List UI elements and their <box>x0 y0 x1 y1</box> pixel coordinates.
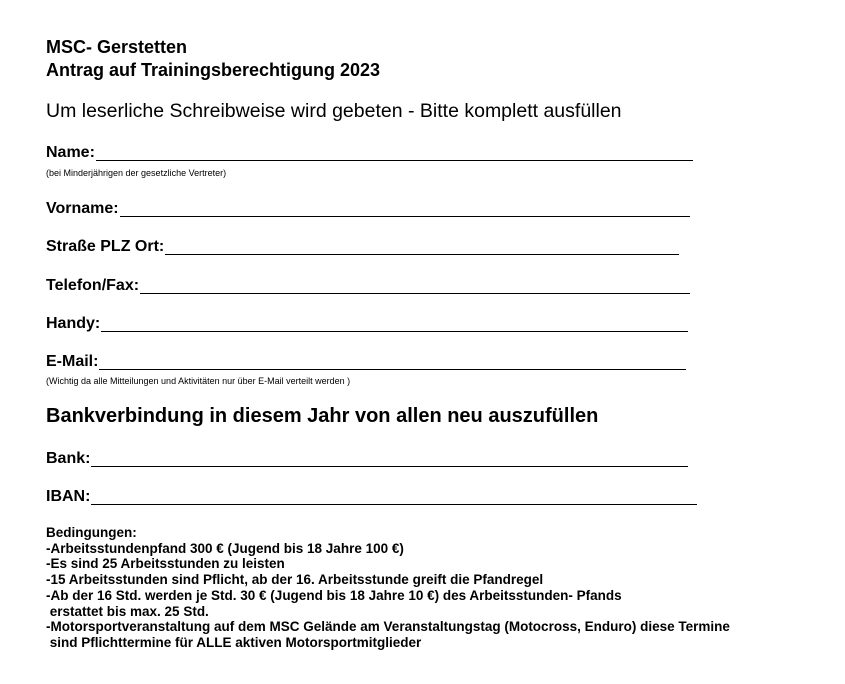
iban-field[interactable] <box>46 484 697 506</box>
conditions-block <box>46 525 730 651</box>
bank-field[interactable] <box>46 446 688 468</box>
strasse-field[interactable] <box>46 234 679 256</box>
condition-item: -Motorsportveranstaltung auf dem MSC Gelände am Veranstaltungstag (Motocross, Enduro) diese Termine <box>46 619 730 635</box>
name-line[interactable] <box>96 160 693 161</box>
vorname-line[interactable] <box>120 216 690 217</box>
instructions-text: Um leserliche Schreibweise wird gebeten - Bitte komplett ausfüllen <box>46 100 622 122</box>
name-label: Name: <box>46 144 95 161</box>
condition-item: -15 Arbeitsstunden sind Pflicht, ab der 16. Arbeitsstunde greift die Pfandregel <box>46 572 544 588</box>
email-line[interactable] <box>99 369 686 370</box>
strasse-label: Straße PLZ Ort: <box>46 238 165 255</box>
vorname-label: Vorname: <box>46 200 119 217</box>
vorname-field[interactable] <box>46 196 690 218</box>
email-note: (Wichtig da alle Mitteilungen und Aktivitäten nur über E-Mail verteilt werden ) <box>46 376 351 386</box>
bank-line[interactable] <box>91 466 688 467</box>
handy-field[interactable] <box>46 311 688 333</box>
condition-item: -Ab der 16 Std. werden je Std. 30 € (Jugend bis 18 Jahre 10 €) des Arbeitsstunden- Pfands <box>46 587 622 603</box>
name-note: (bei Minderjährigen der gesetzliche Vertreter) <box>46 168 227 178</box>
condition-item: -Arbeitsstundenpfand 300 € (Jugend bis 18 Jahre 100 €) <box>46 540 404 556</box>
iban-label: IBAN: <box>46 488 91 505</box>
handy-label: Handy: <box>46 315 101 332</box>
bank-label: Bank: <box>46 450 91 467</box>
club-name: MSC- Gerstetten <box>46 37 188 57</box>
condition-item: sind Pflichttermine für ALLE aktiven Motorsportmitglieder <box>46 634 422 650</box>
iban-line[interactable] <box>91 504 697 505</box>
email-field[interactable] <box>46 349 686 371</box>
telefon-line[interactable] <box>140 293 690 294</box>
strasse-line[interactable] <box>165 254 679 255</box>
name-field[interactable] <box>46 140 693 162</box>
handy-line[interactable] <box>101 331 688 332</box>
condition-item: erstattet bis max. 25 Std. <box>46 603 209 619</box>
telefon-field[interactable] <box>46 273 690 295</box>
conditions-heading: Bedingungen: <box>46 525 137 540</box>
form-title: Antrag auf Trainingsberechtigung 2023 <box>46 60 381 80</box>
telefon-label: Telefon/Fax: <box>46 277 140 294</box>
condition-item: -Es sind 25 Arbeitsstunden zu leisten <box>46 556 285 572</box>
bank-section-heading: Bankverbindung in diesem Jahr von allen neu auszufüllen <box>46 405 599 427</box>
email-label: E-Mail: <box>46 353 99 370</box>
